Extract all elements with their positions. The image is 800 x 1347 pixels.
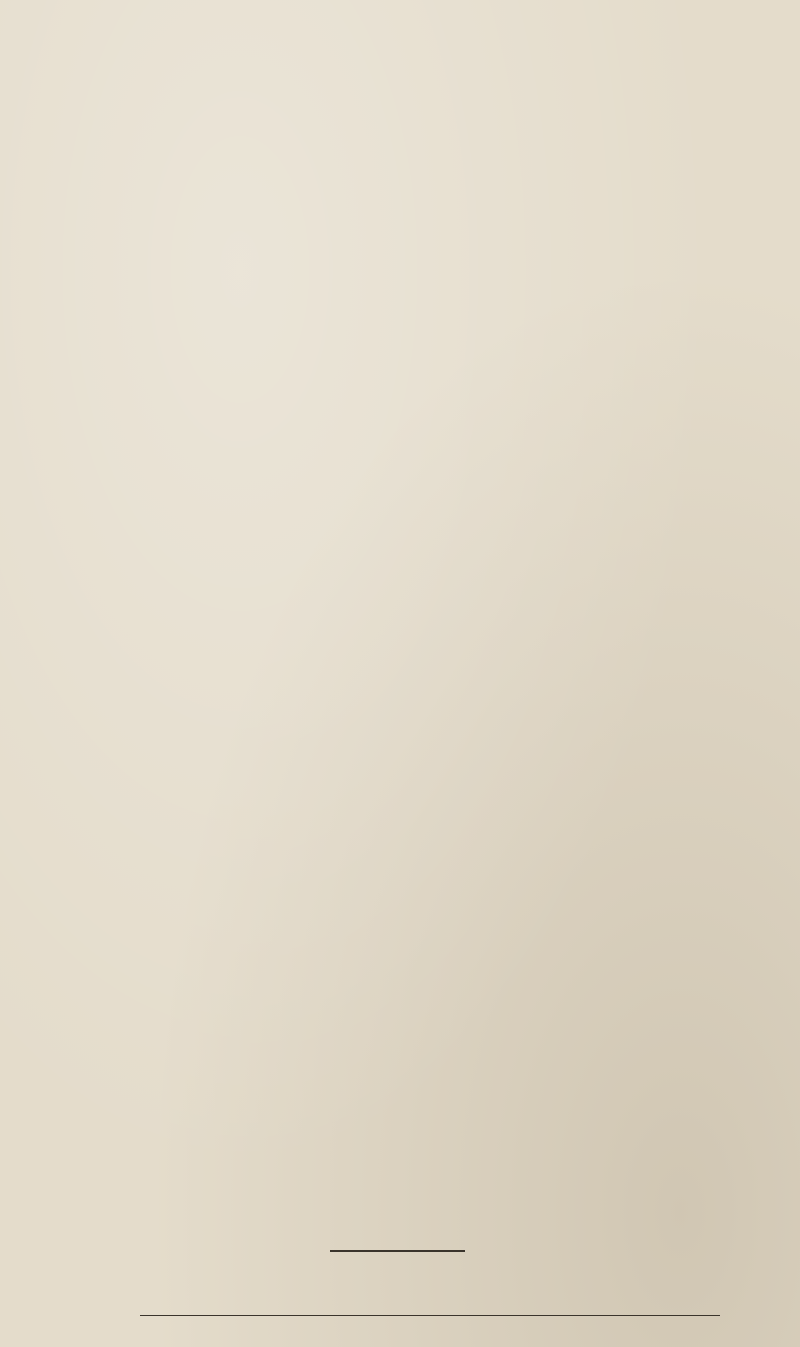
divider — [330, 1250, 465, 1252]
footnote-rule — [140, 1315, 720, 1316]
